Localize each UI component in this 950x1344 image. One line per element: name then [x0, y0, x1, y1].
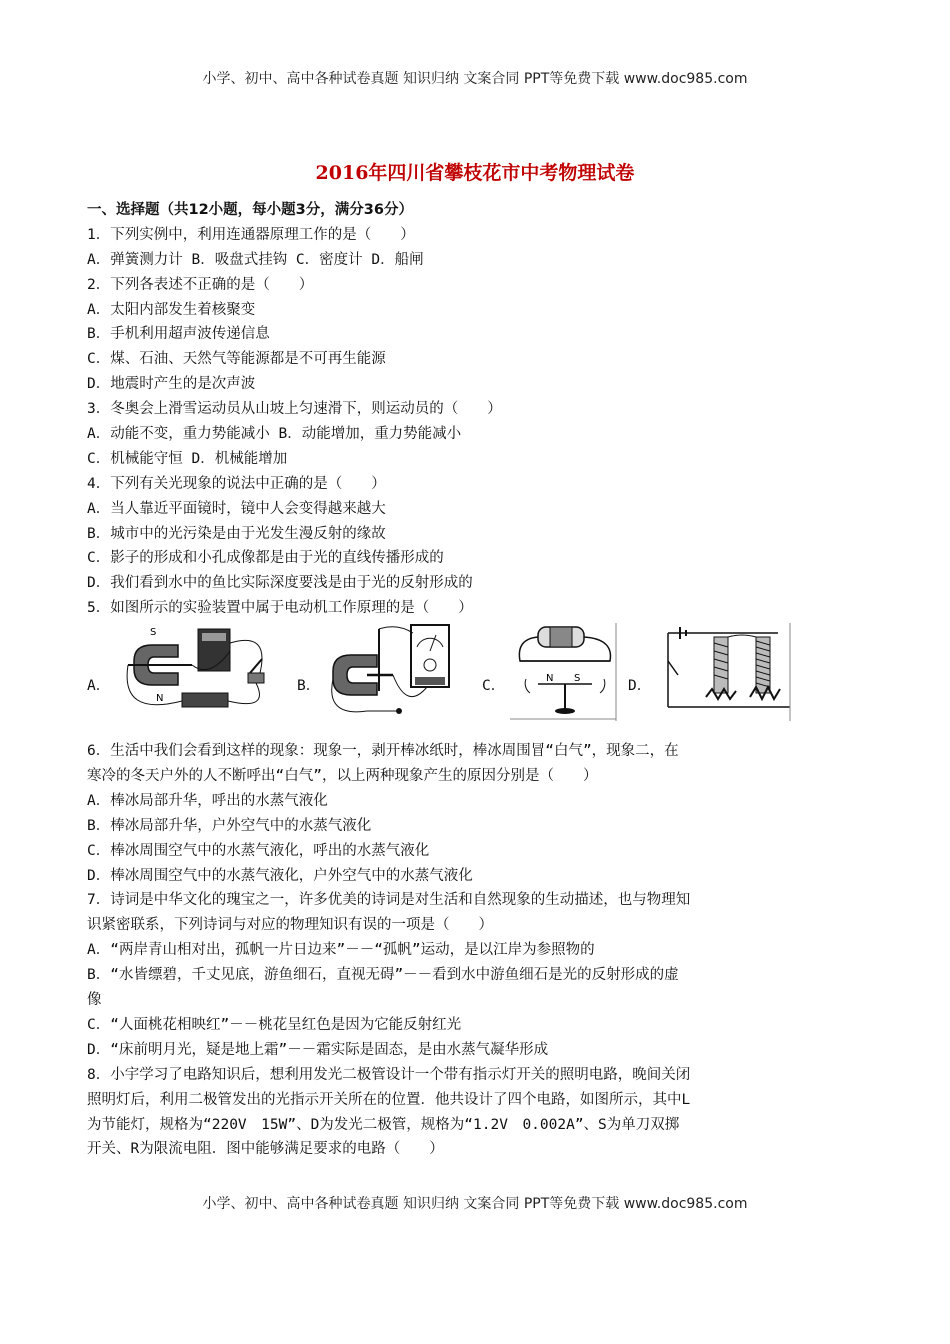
- section-heading: 一、选择题（共12小题，每小题3分，满分36分）: [87, 202, 413, 218]
- question-2-stem: 2．下列各表述不正确的是（ ）: [87, 276, 314, 293]
- figure-d-electromagnet-experiment: [662, 621, 792, 721]
- question-6-option-b: B．棒冰局部升华，户外空气中的水蒸气液化: [87, 817, 372, 834]
- figure-a-label: A．: [87, 678, 111, 695]
- page-header: 小学、初中、高中各种试卷真题 知识归纳 文案合同 PPT等免费下载 www.doc985.com: [202, 71, 748, 87]
- question-4-option-b: B．城市中的光污染是由于光发生漫反射的缘故: [87, 525, 386, 542]
- question-8-stem-line2: 照明灯后，利用二极管发出的光指示开关所在的位置．他共设计了四个电路，如图所示，其中L: [87, 1091, 691, 1108]
- question-8-stem-line4: 开关、R为限流电阻．图中能够满足要求的电路（ ）: [87, 1141, 444, 1158]
- question-7-option-c: C．“人面桃花相映红”－－桃花呈红色是因为它能反射红光: [87, 1016, 462, 1033]
- question-6-option-a: A．棒冰局部升华，呼出的水蒸气液化: [87, 792, 328, 809]
- question-5-stem: 5．如图所示的实验装置中属于电动机工作原理的是（ ）: [87, 600, 473, 617]
- figure-c-s-pole: S: [574, 673, 581, 685]
- question-7-option-b-line2: 像: [87, 992, 102, 1009]
- question-4-option-d: D．我们看到水中的鱼比实际深度要浅是由于光的反射形成的: [87, 575, 473, 592]
- figure-d-drawing: [662, 621, 792, 721]
- question-4-option-c: C．影子的形成和小孔成像都是由于光的直线传播形成的: [87, 550, 444, 567]
- question-4-option-a: A．当人靠近平面镜时，镜中人会变得越来越大: [87, 500, 386, 517]
- question-2-option-b: B．手机利用超声波传递信息: [87, 326, 270, 343]
- question-1-options: A．弹簧测力计 B．吸盘式挂钩 C．密度计 D．船闸: [87, 251, 424, 268]
- figure-a-motor-setup: [120, 621, 290, 721]
- question-2-option-d: D．地震时产生的是次声波: [87, 376, 256, 393]
- figure-c-label: C．: [482, 678, 506, 695]
- question-3-options-ab: A．动能不变，重力势能减小 B．动能增加，重力势能减小: [87, 426, 462, 443]
- figure-c-drawing: [510, 621, 618, 721]
- question-6-stem-line1: 6．生活中我们会看到这样的现象：现象一，剥开棒冰纸时，棒冰周围冒“白气”，现象二，在: [87, 743, 679, 760]
- figure-b-drawing: [327, 621, 462, 721]
- page-footer: 小学、初中、高中各种试卷真题 知识归纳 文案合同 PPT等免费下载 www.doc985.com: [202, 1196, 748, 1212]
- figure-a-s-pole: S: [150, 627, 157, 639]
- question-7-stem-line2: 识紧密联系，下列诗词与对应的物理知识有误的一项是（ ）: [87, 917, 493, 934]
- question-2-option-c: C．煤、石油、天然气等能源都是不可再生能源: [87, 351, 386, 368]
- question-6-stem-line2: 寒冷的冬天户外的人不断呼出“白气”，以上两种现象产生的原因分别是（ ）: [87, 768, 598, 785]
- question-7-option-b-line1: B．“水皆缥碧，千丈见底，游鱼细石，直视无碍”－－看到水中游鱼细石是光的反射形成的虚: [87, 967, 679, 984]
- figure-c-oersted-experiment: [510, 621, 618, 721]
- question-5-figures: [87, 621, 867, 739]
- figure-a-drawing: [120, 621, 290, 721]
- question-3-stem: 3．冬奥会上滑雪运动员从山坡上匀速滑下，则运动员的（ ）: [87, 401, 502, 418]
- exam-content: [87, 198, 867, 1162]
- question-1-stem: 1．下列实例中，利用连通器原理工作的是（ ）: [87, 226, 415, 243]
- question-8-stem-line1: 8．小宇学习了电路知识后，想利用发光二极管设计一个带有指示灯开关的照明电路，晚间关闭: [87, 1066, 691, 1083]
- question-7-option-a: A．“两岸青山相对出，孤帆一片日边来”－－“孤帆”运动，是以江岸为参照物的: [87, 942, 595, 959]
- figure-b-generator-setup: [327, 621, 462, 721]
- figure-b-label: B．: [297, 678, 321, 695]
- figure-c-n-pole: N: [546, 673, 554, 685]
- question-7-stem-line1: 7．诗词是中华文化的瑰宝之一，许多优美的诗词是对生活和自然现象的生动描述，也与物理知: [87, 892, 691, 909]
- question-4-stem: 4．下列有关光现象的说法中正确的是（ ）: [87, 475, 386, 492]
- question-2-option-a: A．太阳内部发生着核聚变: [87, 301, 256, 318]
- question-3-options-cd: C．机械能守恒 D．机械能增加: [87, 450, 288, 467]
- question-8-stem-line3: 为节能灯，规格为“220V 15W”、D为发光二极管，规格为“1.2V 0.002A”、S为单刀双掷: [87, 1116, 680, 1133]
- figure-a-n-pole: N: [156, 693, 164, 705]
- page-title: 2016年四川省攀枝花市中考物理试卷: [315, 162, 635, 184]
- question-6-option-d: D．棒冰周围空气中的水蒸气液化，户外空气中的水蒸气液化: [87, 867, 473, 884]
- question-6-option-c: C．棒冰周围空气中的水蒸气液化，呼出的水蒸气液化: [87, 842, 430, 859]
- question-7-option-d: D．“床前明月光，疑是地上霜”－－霜实际是固态，是由水蒸气凝华形成: [87, 1041, 549, 1058]
- figure-d-label: D．: [628, 678, 652, 695]
